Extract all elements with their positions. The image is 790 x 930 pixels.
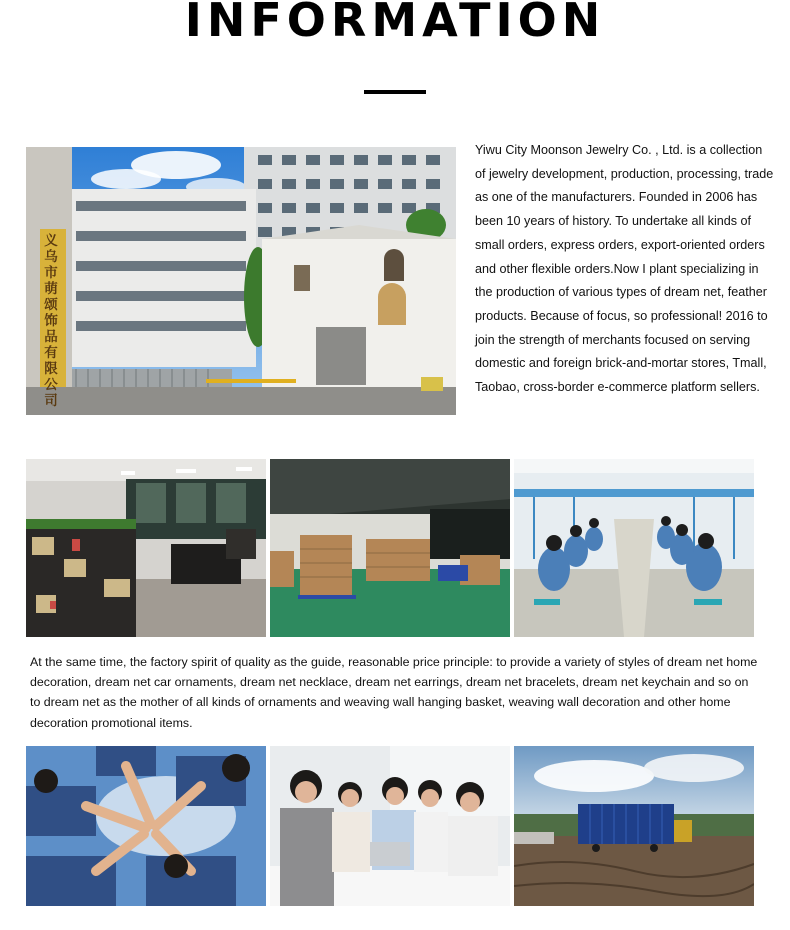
product-range-text: At the same time, the factory spirit of quality as the guide, reasonable price principle: to provide a variety of styles of dream net home decoration, dream net car ornaments, dream net necklace, dream net earrings, dream net bracelets, dream net keychain and so on to dream net as the mother of all kinds of ornaments and weaving wall hanging basket, weaving wall decoration and other home decoration promotional items.	[30, 655, 758, 730]
title-underline	[364, 90, 426, 94]
company-intro-text: Yiwu City Moonson Jewelry Co. , Ltd. is a collection of jewelry development, production, processing, trade as one of the manufacturers. Founded in 2006 has been 10 years of history. To undertake all kinds of small orders, express orders, export-oriented orders and other flexible orders.Now I plant specializing in the production of various types of dream net, feather products. Because of focus, so professional! 2016 to join the strength of merchants focused on serving domestic and foreign brick-and-mortar stores, Tmall, Taobao, cross-border e-commerce platform sellers.	[475, 143, 774, 395]
workshop-photo	[514, 459, 754, 637]
office-photo	[26, 459, 266, 637]
business-meeting-photo	[270, 746, 510, 906]
company-building-photo	[26, 147, 456, 415]
warehouse-photo	[270, 459, 510, 637]
teamwork-hands-photo	[26, 746, 266, 906]
shipping-container-photo	[514, 746, 754, 906]
page-title: INFORMATION	[184, 0, 606, 47]
building-sign: 义乌市萌颂饰品有限公司	[44, 233, 58, 409]
